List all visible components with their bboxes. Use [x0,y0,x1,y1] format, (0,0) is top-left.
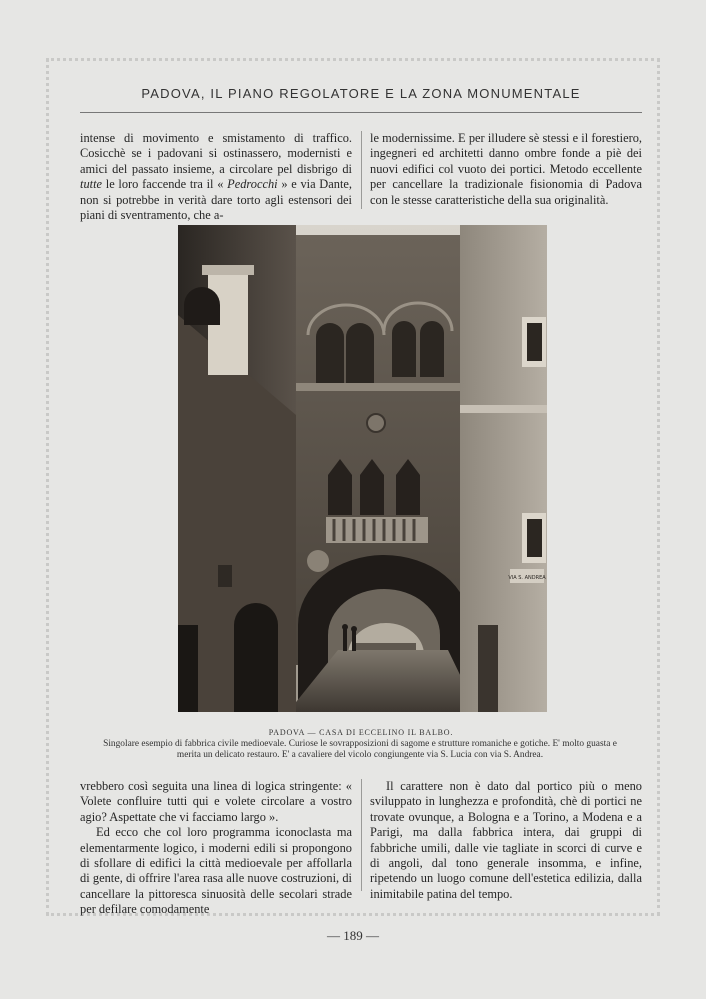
figure-caption-title: PADOVA — CASA DI ECCELINO IL BALBO. [268,728,454,737]
bottom-left-column [80,779,352,918]
running-header: PADOVA, IL PIANO REGOLATORE E LA ZONA MONUMENTALE [141,86,581,101]
text-run: intense di movimento e smistamento di traffico. Cosicchè se i padovani si ostinassero, modernisti e amici del passato insieme, a circolare pel disbrigo di [80,131,352,176]
bottom-right-paragraph: Il carattere non è dato dal portico più o meno sviluppato in lunghezza e profondità, chè di portici ne trovate ovunque, a Bologna e a Torino, a Modena e a Parigi, ma dalla fabbrica intera, dai gruppi di fabbriche umili, dalle vie tagliate in scorci di curve e di angoli, dal tono generale insomma, e infine, ripetendo un luogo comune dell'estetica edilizia, dalla inimitabile patina del tempo. [370,779,642,901]
street-sign-text: VIA S. ANDREA [508,575,546,581]
photo-casa-di-eccelino [178,225,547,712]
column-divider [361,779,362,891]
top-left-column [80,131,352,223]
top-right-paragraph: le modernissime. E per illudere sè stessi e il forestiero, ingegneri ed architetti danno ombre fonde a piè dei nuovi edifici col vuoto dei portici. Metodo eccellente per cancellare la tradizionale fisionomia di Padova con le stesse caratteristiche della sua originalità. [370,131,642,207]
italic-word-tutte: tutte [80,177,103,192]
text-run: le loro faccende tra il « [102,177,224,192]
header-rule [80,112,642,113]
photo-illustration [178,225,547,712]
figure-caption-text: Singolare esempio di fabbrica civile medioevale. Curiose le sovrapposizioni di sagome e strutture romaniche e gotiche. E' molto guasta e merita un delicato restauro. E' a cavaliere del vicolo congiungente via S. Lucia con via S. Andrea. [103,739,617,760]
bottom-left-paragraph-1: vrebbero così seguita una linea di logica stringente: « Volete confluire tutti qui e volete circolare a vostro agio? Aspettate che vi facciamo largo ». [80,779,352,824]
page-number: — 189 — [327,928,379,943]
top-left-paragraph [80,131,352,223]
bottom-left-paragraph-2: Ed ecco che col loro programma iconoclasta ma elementarmente logico, i moderni edili si propongono di sfollare di edifici la città medioevale per affollarla di gente, di offrire l'area rasa alle nuove costruzioni, di cancellare la pittoresca sinuosità delle secolari strade per defilare comodamente [80,825,352,917]
italic-word-pedrocchi: Pedrocchi [227,177,278,192]
text-run: » e via Dante, non si potrebbe in verità dare torto agli estensori dei piani di sventramento, che a- [80,177,352,223]
column-divider [361,131,362,209]
top-right-column [370,131,642,208]
bottom-right-column [370,779,642,902]
